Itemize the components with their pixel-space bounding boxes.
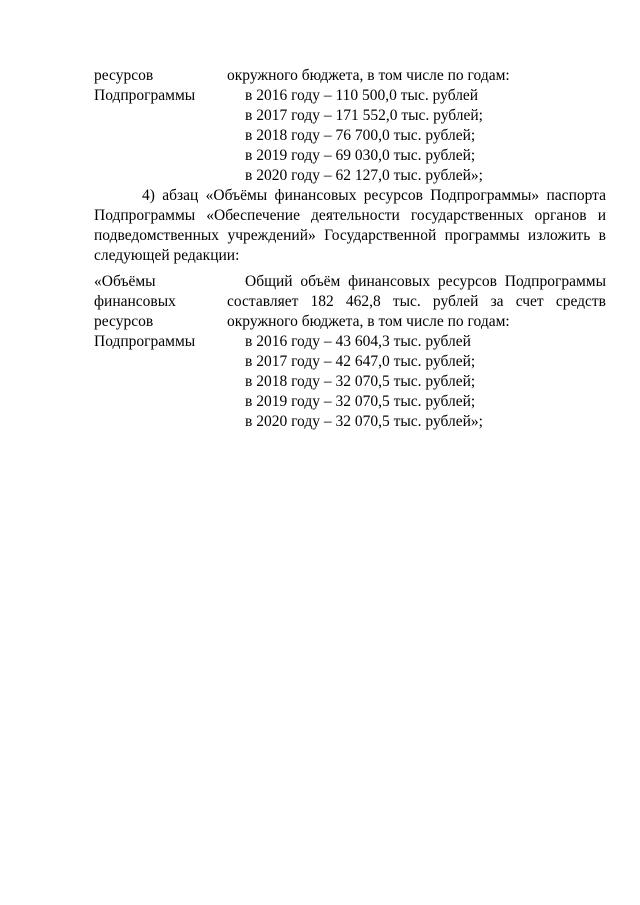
intro-line: окружного бюджета, в том числе по годам:: [227, 313, 510, 330]
paragraph-line: Подпрограммы «Обеспечение деятельности государственных органов и: [94, 207, 606, 224]
paragraph-line: 4) абзац «Объёмы финансовых ресурсов Подпрограммы» паспорта: [142, 187, 606, 204]
intro-line: составляет 182 462,8 тыс. рублей за счет средств: [227, 293, 606, 310]
year-line: в 2019 году – 32 070,5 тыс. рублей;: [245, 393, 476, 410]
funding-label-new: [94, 272, 227, 432]
year-line: в 2017 году – 42 647,0 тыс. рублей;: [245, 353, 476, 370]
paragraph-line: подведомственных учреждений» Государственной программы изложить в: [94, 227, 606, 244]
label-line: Подпрограммы: [94, 333, 196, 350]
label-line: финансовых: [94, 293, 176, 310]
label-line: «Объёмы: [94, 273, 156, 290]
year-line: в 2020 году – 62 127,0 тыс. рублей»;: [245, 167, 483, 184]
funding-block-new: [94, 272, 606, 432]
year-line: в 2019 году – 69 030,0 тыс. рублей;: [245, 147, 476, 164]
funding-label-previous: [94, 66, 227, 186]
funding-block-previous: [94, 66, 606, 186]
year-line: в 2017 году – 171 552,0 тыс. рублей;: [245, 107, 483, 124]
year-line: в 2016 году – 110 500,0 тыс. рублей: [245, 87, 479, 104]
funding-text-new: [227, 272, 606, 432]
year-line: в 2020 году – 32 070,5 тыс. рублей»;: [245, 413, 483, 430]
intro-line: Общий объём финансовых ресурсов Подпрограммы: [245, 273, 606, 290]
label-line: ресурсов: [94, 67, 154, 84]
label-line: ресурсов: [94, 313, 154, 330]
paragraph-line: следующей редакции:: [94, 247, 240, 264]
year-line: в 2016 году – 43 604,3 тыс. рублей: [245, 333, 471, 350]
year-line: в 2018 году – 32 070,5 тыс. рублей;: [245, 373, 476, 390]
label-line: Подпрограммы: [94, 87, 196, 104]
funding-text-previous: [227, 66, 606, 186]
paragraph-4: [94, 186, 606, 266]
year-line: в 2018 году – 76 700,0 тыс. рублей;: [245, 127, 476, 144]
intro-line: окружного бюджета, в том числе по годам:: [227, 67, 510, 84]
